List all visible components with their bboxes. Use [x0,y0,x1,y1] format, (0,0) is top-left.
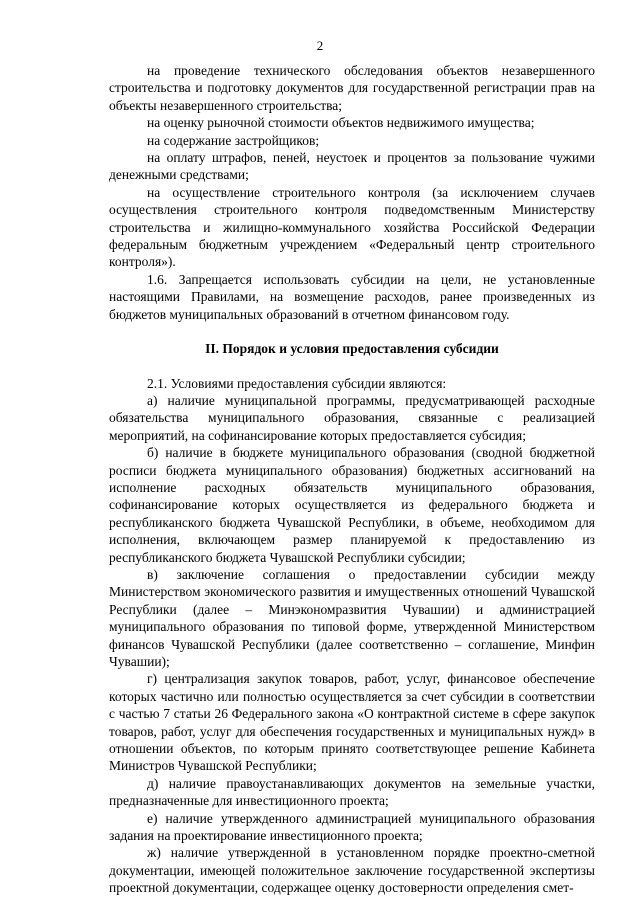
paragraph-condition-v: в) заключение соглашения о предоставлении субсидии между Министерством экономического развития и имущественных отношений Чувашской Республики (далее – Минэкономразвития Чувашии) и администрацией муниципального образования по типовой форме, утвержденной Министерством финансов Чувашской Республики (далее соответственно – соглашение, Минфин Чувашии); [109,566,595,669]
paragraph-condition-d: д) наличие правоустанавливающих документов на земельные участки, предназначенные для инвестиционного проекта; [109,775,595,809]
paragraph-condition-zh: ж) наличие утвержденной в установленном порядке проектно-сметной документации, имеющей положительное заключение государственной экспертизы проектной документации, содержащее оценку достоверности определения смет- [109,845,595,896]
paragraph-condition-e: е) наличие утвержденного администрацией муниципального образования задания на проектирование инвестиционного проекта; [109,810,595,844]
paragraph-2-1-conditions: 2.1. Условиями предоставления субсидии являются: [147,375,447,391]
paragraph-fines-penalties: на оплату штрафов, пеней, неустоек и процентов за пользование чужими денежными средствами; [109,150,595,183]
paragraph-market-valuation: на оценку рыночной стоимости объектов недвижимого имущества; [147,115,535,131]
paragraph-construction-control: на осуществление строительного контроля (за исключением случаев осуществления строительного контроля подведомственным Министерству строительства и жилищно-коммунального хозяйства Российской Федерации федеральным бюджетным учреждением «Федеральный центр строительного контроля»). [109,184,595,270]
paragraph-developer-maintenance: на содержание застройщиков; [147,132,320,148]
paragraph-condition-b: б) наличие в бюджете муниципального образования (сводной бюджетной росписи бюджета муниципального образования) бюджетных ассигнований на исполнение расходных обязательств муниципального образования, софинансирование которых осуществляется из федерального бюджета и республиканского бюджета Чувашской Республики, в объеме, необходимом для исполнения, включающем размер планируемой к предоставлению из республиканского бюджета Чувашской Республики субсидии; [109,445,595,565]
paragraph-technical-inspection: на проведение технического обследования объектов незавершенного строительства и подготовку документов для государственной регистрации прав на объекты незавершенного строительства; [109,63,595,113]
paragraph-condition-a: а) наличие муниципальной программы, предусматривающей расходные обязательства муниципального образования, связанные с реализацией мероприятий, на софинансирование которых предоставляется субсидия; [109,392,595,443]
body-text [109,62,595,897]
section-heading: II. Порядок и условия предоставления субсидии [205,341,499,357]
page-number: 2 [316,38,324,53]
paragraph-condition-g: г) централизация закупок товаров, работ, услуг, финансовое обеспечение которых частично или полностью осуществляется за счет субсидии в соответствии с частью 7 статьи 26 Федерального закона «О контрактной системе в сфере закупок товаров, работ, услуг для обеспечения государственных и муниципальных нужд» в отношении объектов, по которым принято соответствующее решение Кабинета Министров Чувашской Республики; [109,671,595,774]
paragraph-1-6-prohibition: 1.6. Запрещается использовать субсидии на цели, не установленные настоящими Правилами, на возмещение расходов, ранее произведенных из бюджетов муниципальных образований в отчетном финансовом году. [109,271,595,322]
